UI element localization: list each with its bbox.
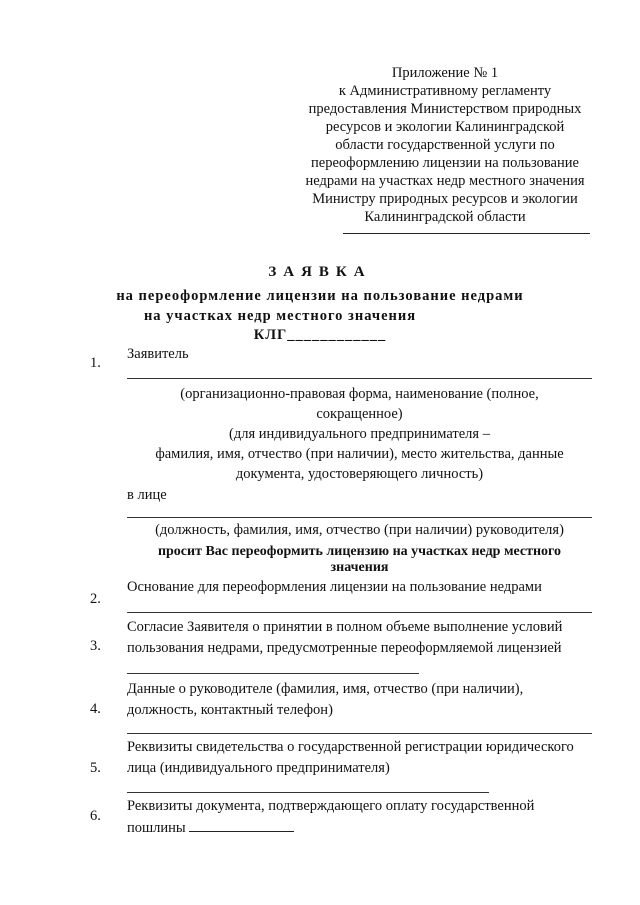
item-number: 2. [90, 591, 101, 607]
appendix-line: Приложение № 1 [391, 65, 499, 81]
representative-input-line[interactable] [127, 517, 592, 518]
manager-data-input-line[interactable] [127, 733, 592, 734]
registration-input-line[interactable] [127, 792, 489, 793]
registration-line-2: лица (индивидуального предпринимателя) [127, 760, 390, 776]
head-hint [127, 520, 592, 540]
title-subline-2: на участках недр местного значения [143, 308, 417, 324]
title-subline-1: на переоформление лицензии на пользование недрами [116, 288, 524, 304]
appendix-header [290, 64, 600, 226]
payment-line-1: Реквизиты документа, подтверждающего оплату государственной [127, 798, 535, 814]
consent-line-1: Согласие Заявителя о принятии в полном объеме выполнение условий [127, 619, 563, 635]
appendix-line: переоформлению лицензии на пользование [311, 155, 579, 171]
appendix-line: предоставления Министерством природных [308, 101, 582, 117]
license-number-field[interactable]: КЛГ____________ [253, 327, 387, 343]
appendix-line: к Административному регламенту [338, 83, 552, 99]
hint-line: (должность, фамилия, имя, отчество (при наличии) руководителя) [155, 522, 564, 538]
consent-line-2: пользования недрами, предусмотренные переоформляемой лицензией [127, 640, 562, 656]
basis-input-line[interactable] [127, 612, 592, 613]
request-line: значения [330, 560, 389, 575]
request-line: просит Вас переоформить лицензию на участках недр местного [157, 544, 562, 559]
payment-input-line[interactable] [189, 818, 294, 832]
payment-line-2 [127, 818, 294, 837]
request-text [127, 544, 592, 576]
appendix-line: Калининградской области [364, 209, 526, 225]
addressee-signature-line[interactable] [343, 233, 590, 234]
item-number: 5. [90, 760, 101, 776]
document-title: ЗАЯВКА [268, 264, 372, 280]
hint-line: (организационно-правовая форма, наименование (полное, [180, 386, 539, 402]
applicant-hint [127, 384, 592, 484]
hint-line: (для индивидуального предпринимателя – [229, 426, 490, 442]
appendix-line: недрами на участках недр местного значения [305, 173, 585, 189]
appendix-line: ресурсов и экологии Калининградской [325, 119, 565, 135]
manager-data-line-2: должность, контактный телефон) [127, 702, 333, 718]
item-number: 1. [90, 355, 101, 371]
consent-input-line[interactable] [127, 673, 419, 674]
item-number: 3. [90, 638, 101, 654]
applicant-label: Заявитель [127, 346, 189, 362]
appendix-line: Министру природных ресурсов и экологии [312, 191, 578, 207]
in-person-label: в лице [127, 487, 167, 503]
payment-label: пошлины [127, 820, 186, 836]
hint-line: документа, удостоверяющего личность) [235, 466, 484, 482]
appendix-line: области государственной услуги по [335, 137, 555, 153]
hint-line: сокращенное) [316, 406, 403, 422]
applicant-input-line[interactable] [127, 378, 592, 379]
item-number: 6. [90, 808, 101, 824]
manager-data-line-1: Данные о руководителе (фамилия, имя, отчество (при наличии), [127, 681, 524, 697]
item-number: 4. [90, 701, 101, 717]
registration-line-1: Реквизиты свидетельства о государственной регистрации юридического [127, 739, 574, 755]
basis-label: Основание для переоформления лицензии на пользование недрами [127, 579, 542, 595]
hint-line: фамилия, имя, отчество (при наличии), место жительства, данные [155, 446, 564, 462]
